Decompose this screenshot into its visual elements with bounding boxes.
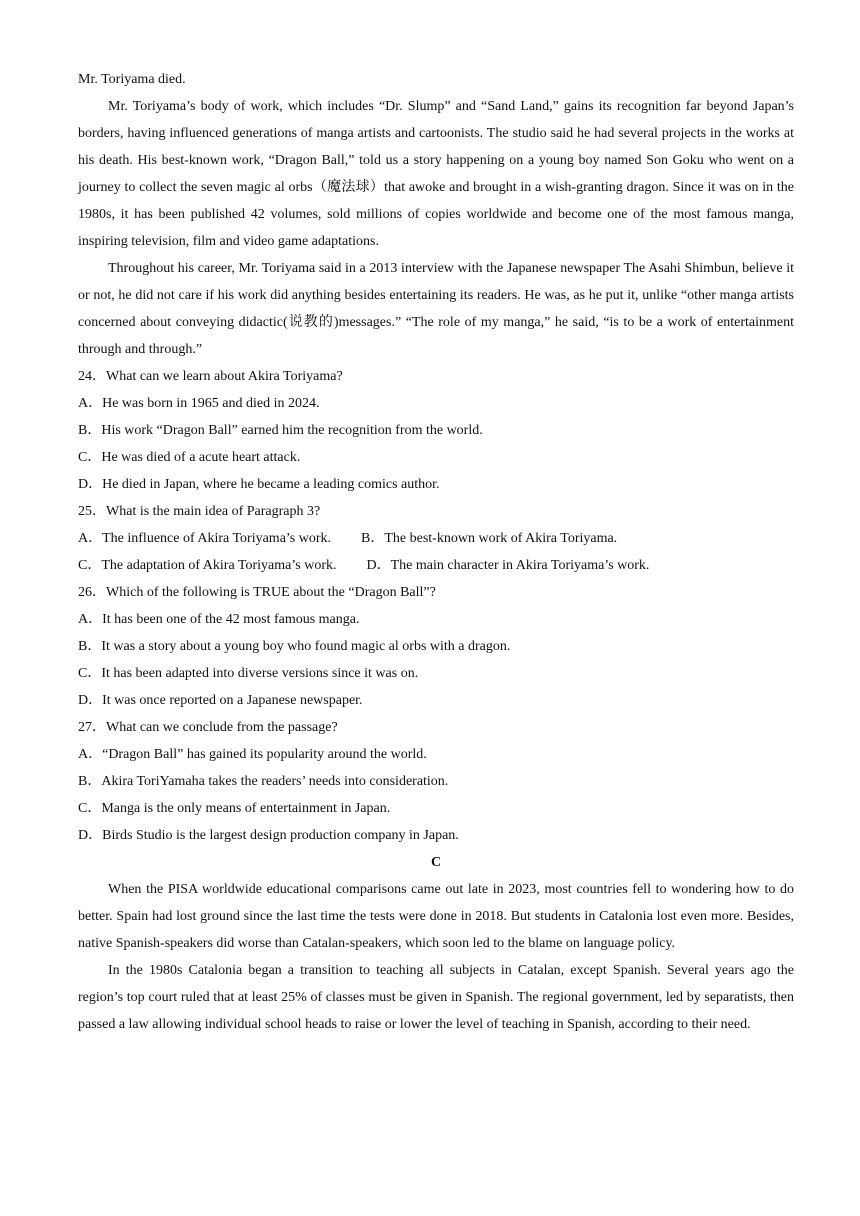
- question-stem: 26．Which of the following is TRUE about the “Dragon Ball”?: [78, 585, 436, 600]
- question-stem: 25．What is the main idea of Paragraph 3?: [78, 504, 321, 519]
- option-a: A．“Dragon Ball” has gained its popularity around the world.: [78, 747, 427, 762]
- option-row-ab: [78, 525, 794, 552]
- option-a: A．He was born in 1965 and died in 2024.: [78, 396, 320, 411]
- option-b: B．It was a story about a young boy who found magic al orbs with a dragon.: [78, 639, 511, 654]
- passage-c-paragraph-1: When the PISA worldwide educational comparisons came out late in 2023, most countries fell to wondering how to do better. Spain had lost ground since the last time the tests were done in 2018. But students in Catalonia lost even more. Besides, native Spanish-speakers did worse than Catalan-speakers, which soon led to the blame on language policy.: [78, 882, 794, 951]
- option-b: B．Akira ToriYamaha takes the readers’ needs into consideration.: [78, 774, 449, 789]
- option-d: D．He died in Japan, where he became a leading comics author.: [78, 477, 440, 492]
- option-row-cd: [78, 552, 794, 579]
- option-c: C．Manga is the only means of entertainment in Japan.: [78, 801, 391, 816]
- section-heading-c: C: [430, 855, 442, 870]
- option-c: C．He was died of a acute heart attack.: [78, 450, 301, 465]
- option-b: B．The best-known work of Akira Toriyama.: [361, 531, 618, 546]
- question-27: [78, 714, 794, 849]
- passage-b-paragraph-3: Throughout his career, Mr. Toriyama said in a 2013 interview with the Japanese newspaper The Asahi Shimbun, believe it or not, he did not care if his work did anything besides entertaining its readers. He was, as he put it, unlike “other manga artists concerned about conveying didactic(说教的)messages.” “The role of my manga,” he said, “is to be a work of entertainment through and through.”: [78, 261, 794, 357]
- option-b: B．His work “Dragon Ball” earned him the recognition from the world.: [78, 423, 483, 438]
- question-stem: 27．What can we conclude from the passage?: [78, 720, 338, 735]
- question-24: [78, 363, 794, 498]
- passage-c-paragraph-2: In the 1980s Catalonia began a transition to teaching all subjects in Catalan, except Spanish. Several years ago the region’s top court ruled that at least 25% of classes must be given in Spanish. The regional government, led by separatists, then passed a law allowing individual school heads to raise or lower the level of teaching in Spanish, according to their need.: [78, 963, 794, 1032]
- passage-b-paragraph-2: Mr. Toriyama’s body of work, which includes “Dr. Slump” and “Sand Land,” gains its recognition far beyond Japan’s borders, having influenced generations of manga artists and cartoonists. The studio said he had several projects in the works at his death. His best-known work, “Dragon Ball,” told us a story happening on a young boy named Son Goku who went on a journey to collect the seven magic al orbs（魔法球）that awoke and brought in a wish-granting dragon. Since it was on in the 1980s, it has been published 42 volumes, sold millions of copies worldwide and become one of the most famous manga, inspiring television, film and video game adaptations.: [78, 99, 794, 249]
- question-26: [78, 579, 794, 714]
- option-d: D．The main character in Akira Toriyama’s work.: [366, 558, 650, 573]
- option-c: C．The adaptation of Akira Toriyama’s work.: [78, 558, 337, 573]
- option-c: C．It has been adapted into diverse versions since it was on.: [78, 666, 419, 681]
- exam-page: [78, 66, 794, 1038]
- option-d: D．It was once reported on a Japanese newspaper.: [78, 693, 363, 708]
- option-a: A．The influence of Akira Toriyama’s work.: [78, 531, 332, 546]
- option-d: D．Birds Studio is the largest design production company in Japan.: [78, 828, 459, 843]
- question-stem: 24．What can we learn about Akira Toriyama?: [78, 369, 343, 384]
- option-a: A．It has been one of the 42 most famous manga.: [78, 612, 360, 627]
- question-25: [78, 498, 794, 579]
- passage-b-final-line: Mr. Toriyama died.: [78, 72, 186, 87]
